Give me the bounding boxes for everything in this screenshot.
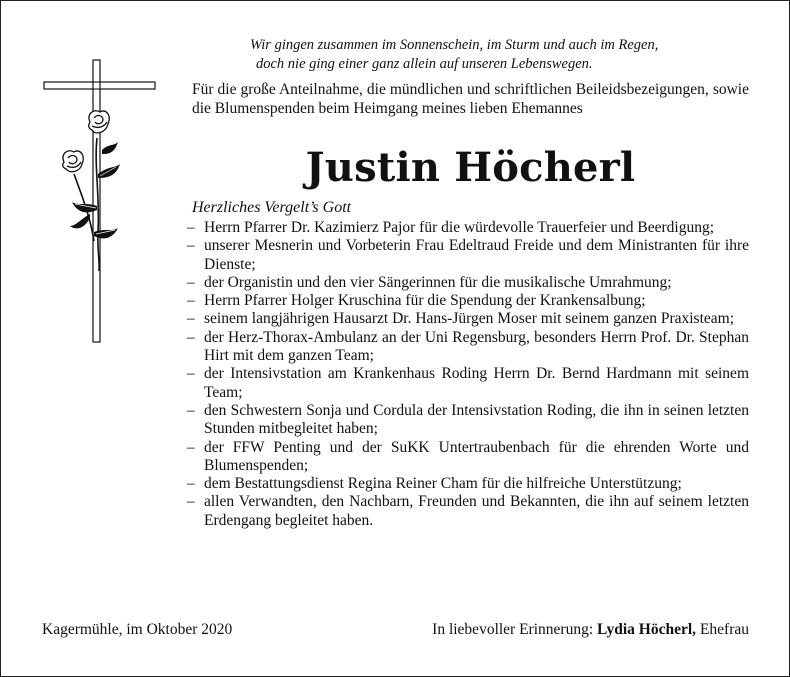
list-item: – den Schwestern Sonja und Cordula der Intensivstation Roding, die ihn in seinen letzten Stunden mitbegleitet haben; bbox=[187, 402, 749, 439]
motto-line-1: Wir gingen zusammen im Sonnenschein, im Sturm und auch im Regen, bbox=[250, 37, 659, 53]
motto-line-2: doch nie ging einer ganz allein auf unseren Lebenswegen. bbox=[256, 56, 593, 72]
deceased-name: Justin Höcherl bbox=[305, 144, 636, 191]
thanks-title: Herzliches Vergelt’s Gott bbox=[192, 199, 352, 216]
list-item: – der Herz-Thorax-Ambulanz an der Uni Regensburg, besonders Herrn Prof. Dr. Stephan Hirt mit dem ganzen Team; bbox=[187, 329, 749, 366]
widow-role: Ehefrau bbox=[699, 621, 749, 638]
list-item: – allen Verwandten, den Nachbarn, Freunden und Bekannten, die ihn auf seinem letzten Erdengang begleitet haben. bbox=[187, 493, 749, 530]
intro-text: Für die große Anteilnahme, die mündlichen und schriftlichen Beileidsbezeigungen, sowie die Blumenspenden beim Heimgang meines lieben Ehemannes bbox=[192, 81, 749, 117]
widow-name: Lydia Höcherl, bbox=[597, 621, 697, 638]
list-item: – der Intensivstation am Krankenhaus Roding Herrn Dr. Bernd Hardmann mit seinem Team; bbox=[187, 365, 749, 402]
list-item: – Herrn Pfarrer Holger Kruschina für die Spendung der Krankensalbung; bbox=[187, 292, 749, 310]
thanks-list bbox=[187, 219, 749, 530]
list-item: – unserer Mesnerin und Vorbeterin Frau Edeltraud Freide und dem Ministranten für ihre Dienste; bbox=[187, 237, 749, 274]
signature-line bbox=[432, 621, 749, 639]
motto bbox=[250, 36, 750, 74]
memory-prefix: In liebevoller Erinnerung: bbox=[432, 621, 594, 638]
list-item: – Herrn Pfarrer Dr. Kazimierz Pajor für die würdevolle Trauerfeier und Beerdigung; bbox=[187, 219, 749, 237]
cross-rose-icon bbox=[42, 56, 162, 346]
list-item: – seinem langjährigen Hausarzt Dr. Hans-Jürgen Moser mit seinem ganzen Praxisteam; bbox=[187, 310, 749, 328]
list-item: – der Organistin und den vier Sängerinnen für die musikalische Umrahmung; bbox=[187, 274, 749, 292]
list-item: – dem Bestattungsdienst Regina Reiner Cham für die hilfreiche Unterstützung; bbox=[187, 475, 749, 493]
place-date: Kagermühle, im Oktober 2020 bbox=[42, 621, 233, 638]
list-item: – der FFW Penting und der SuKK Untertraubenbach für die ehrenden Worte und Blumenspenden; bbox=[187, 439, 749, 476]
